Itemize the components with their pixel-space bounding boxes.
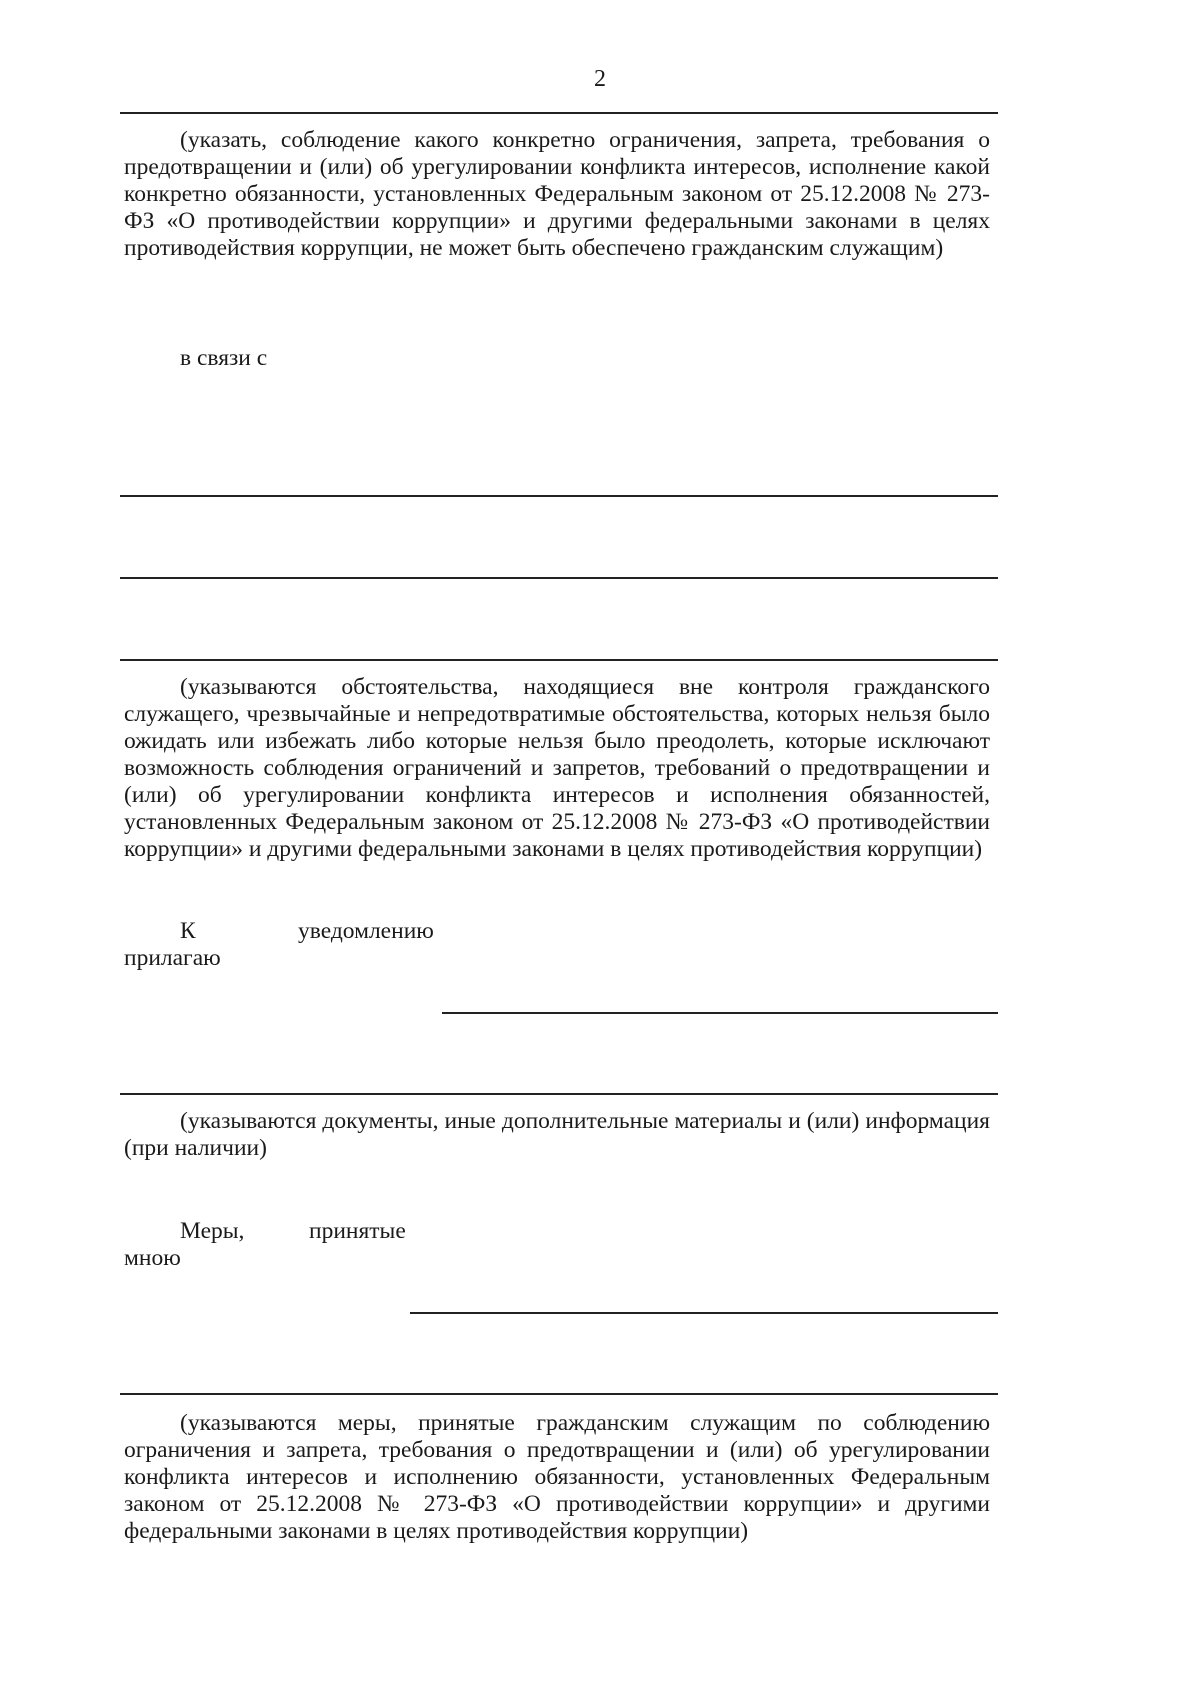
note-documents: (указываются документы, иные дополнительные материалы и (или) информация (при наличии) bbox=[124, 1108, 990, 1161]
attach-word-notification: уведомлению bbox=[298, 918, 434, 944]
fill-line bbox=[120, 1393, 998, 1395]
fill-line bbox=[120, 112, 998, 114]
label-in-connection: в связи с bbox=[180, 345, 268, 371]
measures-word-measures: Меры, bbox=[180, 1218, 245, 1244]
page-number: 2 bbox=[594, 66, 606, 92]
fill-line bbox=[442, 1012, 998, 1014]
attach-word-attach: прилагаю bbox=[124, 945, 221, 971]
fill-line bbox=[120, 659, 998, 661]
attach-word-k: К bbox=[180, 918, 196, 944]
note-restriction: (указать, соблюдение какого конкретно ограничения, запрета, требования о предотвращении и (или) об урегулировании конфликта интересов, исполнение какой конкретно обязанности, установленных Федеральным законом от 25.12.2008 № 273-ФЗ «О противодействии коррупции» и другими федеральными законами в целях противодействия коррупции, не может быть обеспечено гражданским служащим) bbox=[124, 127, 990, 261]
note-circumstances: (указываются обстоятельства, находящиеся вне контроля гражданского служащего, чрезвычайные и непредотвратимые обстоятельства, которых нельзя было ожидать или избежать либо которые нельзя было преодолеть, которые исключают возможность соблюдения ограничений и запретов, требований о предотвращении и (или) об урегулировании конфликта интересов и исполнения обязанностей, установленных Федеральным законом от 25.12.2008 № 273-ФЗ «О противодействии коррупции» и другими федеральными законами в целях противодействия коррупции) bbox=[124, 674, 990, 862]
fill-line bbox=[410, 1312, 998, 1314]
note-measures: (указываются меры, принятые гражданским служащим по соблюдению ограничения и запрета, требования о предотвращении и (или) об урегулировании конфликта интересов и исполнению обязанности, установленных Федеральным законом от 25.12.2008 № 273-ФЗ «О противодействии коррупции» и другими федеральными законами в целях противодействия коррупции) bbox=[124, 1410, 990, 1544]
fill-line bbox=[120, 495, 998, 497]
fill-line bbox=[120, 577, 998, 579]
measures-word-taken: принятые bbox=[309, 1218, 406, 1244]
measures-word-me: мною bbox=[124, 1245, 181, 1271]
fill-line bbox=[120, 1093, 998, 1095]
